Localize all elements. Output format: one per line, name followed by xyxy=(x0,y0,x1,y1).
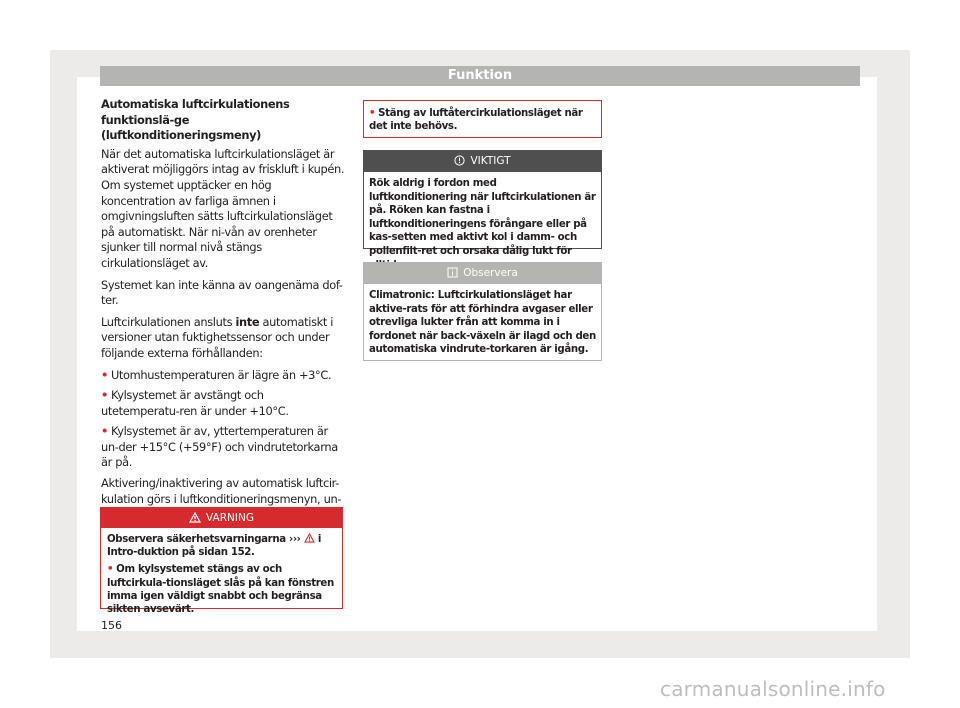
left-column xyxy=(101,97,345,529)
warning-title: VARNING xyxy=(206,512,254,524)
warning-body xyxy=(101,528,342,616)
bullet-icon: • xyxy=(369,108,376,119)
list-item-text: Kylsystemet är av, yttertemperaturen är un-der +15°C (+59°F) och vindrutetorkarna är på. xyxy=(101,424,338,470)
paragraph-1: När det automatiska luftcirkulationsläget är aktiverat möjliggörs intag av friskluft i kupén. Om systemet upptäcker en hög koncentration av farliga ämnen i omgivningsluften sätts luftcirkulationsläget på automatiskt. När ni-vån av orenheter sjunker till normal nivå stängs cirkulationsläget av. xyxy=(101,146,345,270)
section-header: Funktion xyxy=(100,66,860,86)
important-title: VIKTIGT xyxy=(470,155,511,167)
paragraph-3-end: automatiskt i versioner utan fuktighetssensor och under följande externa förhållanden: xyxy=(101,314,334,360)
warning-intro-start: Observera säkerhetsvarningarna ››› xyxy=(107,534,304,545)
warning-triangle-icon xyxy=(189,512,201,523)
paragraph-2: Systemet kan inte känna av oangenäma dof-ter. xyxy=(101,277,343,308)
list-item-text: Stäng av luftåtercirkulationsläget när det inte behövs. xyxy=(369,108,583,133)
note-icon xyxy=(447,267,458,278)
warning-intro-end: i Intro-duktion på sidan 152. xyxy=(107,534,322,559)
warning-box xyxy=(100,507,343,616)
paragraph-3-emphasis: inte xyxy=(235,314,260,329)
note-box xyxy=(363,262,602,361)
bullet-icon: • xyxy=(101,424,108,439)
note-header xyxy=(364,263,601,284)
important-body: Rök aldrig i fordon med luftkonditionering när luftcirkulationen är på. Röken kan fastna i luftkonditioneringens förångare eller på kas-setten med aktivt kol i damm- och pollenfilt-ret och orsaka dålig lukt för xyxy=(369,178,596,257)
important-header xyxy=(364,151,601,172)
list-item xyxy=(101,368,345,384)
paragraph-4: Aktivering/inaktivering av automatisk luftcir-kulation görs i luftkonditioneringsmenyn, un- xyxy=(101,476,342,506)
note-title: Observera xyxy=(463,267,518,279)
warning-intro xyxy=(107,533,336,559)
list-item xyxy=(107,563,336,616)
section-heading: Automatiska luftcirkulationens funktionslä-ge (luftkonditioneringsmeny) xyxy=(101,97,290,143)
list-item-text: Utomhustemperaturen är lägre än +3°C. xyxy=(110,367,332,382)
warning-triangle-icon xyxy=(304,533,315,543)
warning-header xyxy=(101,508,342,528)
recommendation-box xyxy=(363,100,602,138)
list-item xyxy=(101,388,345,419)
list-item-text: Om kylsystemet stängs av och luftcirkula-tionsläget slås på kan fönstren imma igen väldigt snabbt och begränsa sikten avsevärt. xyxy=(107,564,334,616)
bullet-icon: • xyxy=(101,367,108,382)
list-item xyxy=(101,424,345,471)
paragraph-3-start: Luftcirkulationen ansluts xyxy=(101,314,236,329)
info-circle-icon xyxy=(454,155,465,166)
page-number: 156 xyxy=(101,619,122,632)
watermark: carmanualsonline.info xyxy=(660,677,886,701)
important-box xyxy=(363,150,602,257)
paragraph-3 xyxy=(101,315,345,362)
list-item-text: Kylsystemet är avstängt och utetemperatu-ren är under +10°C. xyxy=(101,388,289,418)
bullet-icon: • xyxy=(107,564,114,576)
recommendation-body xyxy=(364,101,601,133)
note-body: Climatronic: Luftcirkulationsläget har aktive-rats för att förhindra avgaser eller otrevliga lukter från att komma in i fordonet när back-växeln är ilagd och den automatiska vindrute-torkaren är igång. xyxy=(369,290,596,356)
bullet-icon: • xyxy=(101,388,108,403)
